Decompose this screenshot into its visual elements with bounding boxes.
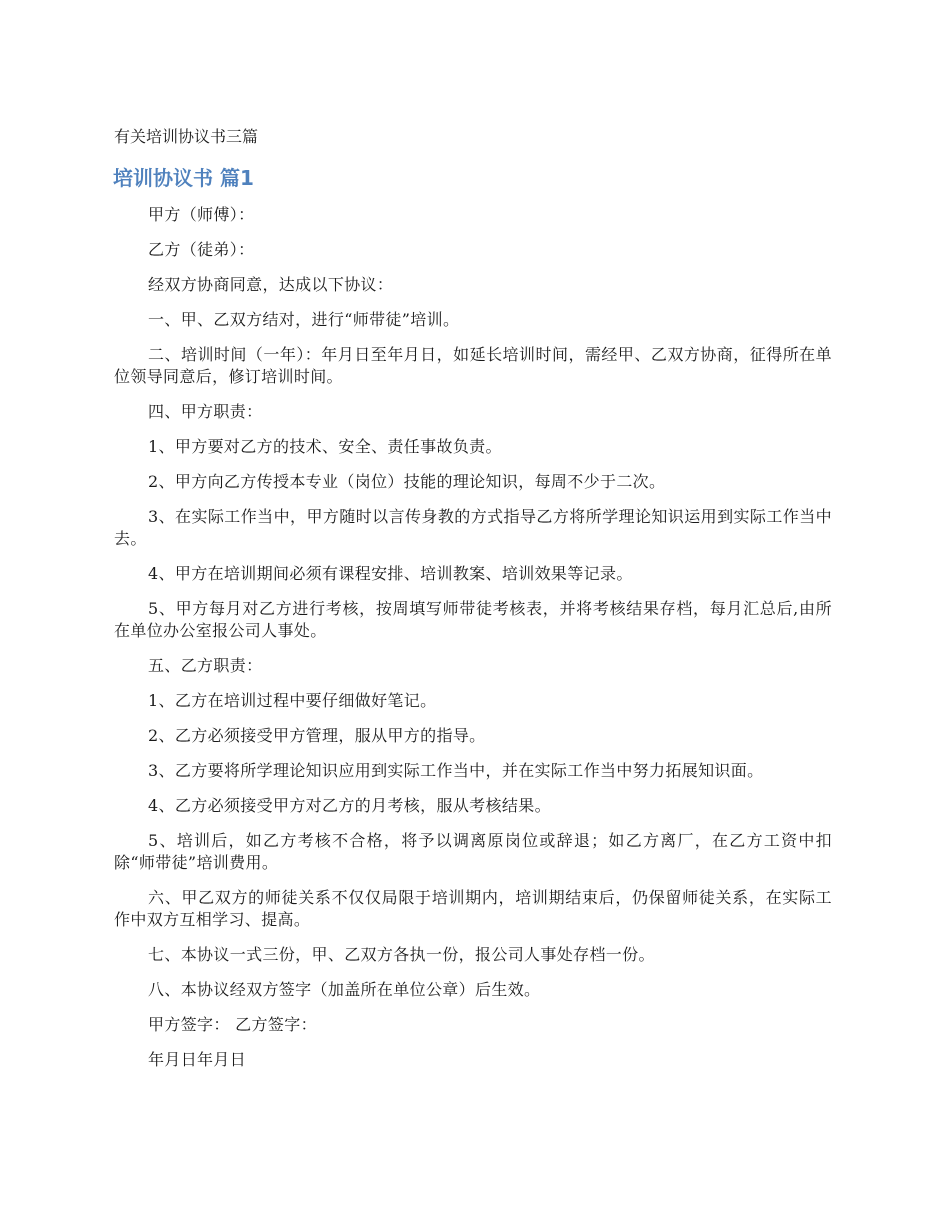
paragraph-intro: 经双方协商同意，达成以下协议： <box>148 275 394 294</box>
paragraph-dates: 年月日年月日 <box>148 1050 247 1069</box>
paragraph-clause-7: 七、本协议一式三份，甲、乙双方各执一份，报公司人事处存档一份。 <box>148 945 655 964</box>
paragraph-b-duty-5: 5、培训后，如乙方考核不合格，将予以调离原岗位或辞退；如乙方离厂，在乙方工资中扣除“师带徒”培训费用。 <box>114 831 832 872</box>
paragraph-a-duty-3: 3、在实际工作当中，甲方随时以言传身教的方式指导乙方将所学理论知识运用到实际工作当中去。 <box>114 507 832 548</box>
document-title: 有关培训协议书三篇 <box>114 127 259 146</box>
paragraph-a-duty-2: 2、甲方向乙方传授本专业（岗位）技能的理论知识，每周不少于二次。 <box>148 472 666 491</box>
paragraph-clause-6: 六、甲乙双方的师徒关系不仅仅局限于培训期内，培训期结束后，仍保留师徒关系，在实际工作中双方互相学习、提高。 <box>114 888 832 929</box>
paragraph-clause-4-heading: 四、甲方职责： <box>148 402 263 421</box>
paragraph-a-duty-4: 4、甲方在培训期间必须有课程安排、培训教案、培训效果等记录。 <box>148 564 633 583</box>
paragraph-a-duty-5: 5、甲方每月对乙方进行考核，按周填写师带徒考核表，并将考核结果存档，每月汇总后,由所在单位办公室报公司人事处。 <box>114 599 832 640</box>
document-body <box>114 204 832 1084</box>
paragraph-clause-2: 二、培训时间（一年）：年月日至年月日，如延长培训时间，需经甲、乙双方协商，征得所在单位领导同意后，修订培训时间。 <box>114 345 832 386</box>
paragraph-b-duty-4: 4、乙方必须接受甲方对乙方的月考核，服从考核结果。 <box>148 796 551 815</box>
paragraph-party-a: 甲方（师傅）： <box>148 205 255 224</box>
paragraph-a-duty-1: 1、甲方要对乙方的技术、安全、责任事故负责。 <box>148 437 502 456</box>
paragraph-b-duty-1: 1、乙方在培训过程中要仔细做好笔记。 <box>148 691 437 710</box>
paragraph-party-b: 乙方（徒弟）： <box>148 240 255 259</box>
paragraph-clause-1: 一、甲、乙双方结对，进行“师带徒”培训。 <box>148 310 460 329</box>
paragraph-clause-5-heading: 五、乙方职责： <box>148 656 263 675</box>
paragraph-b-duty-3: 3、乙方要将所学理论知识应用到实际工作当中，并在实际工作当中努力拓展知识面。 <box>148 761 764 780</box>
paragraph-b-duty-2: 2、乙方必须接受甲方管理，服从甲方的指导。 <box>148 726 486 745</box>
section-heading: 培训协议书 篇1 <box>113 166 254 190</box>
paragraph-signatures: 甲方签字： 乙方签字： <box>148 1015 317 1034</box>
paragraph-clause-8: 八、本协议经双方签字（加盖所在单位公章）后生效。 <box>148 980 541 999</box>
